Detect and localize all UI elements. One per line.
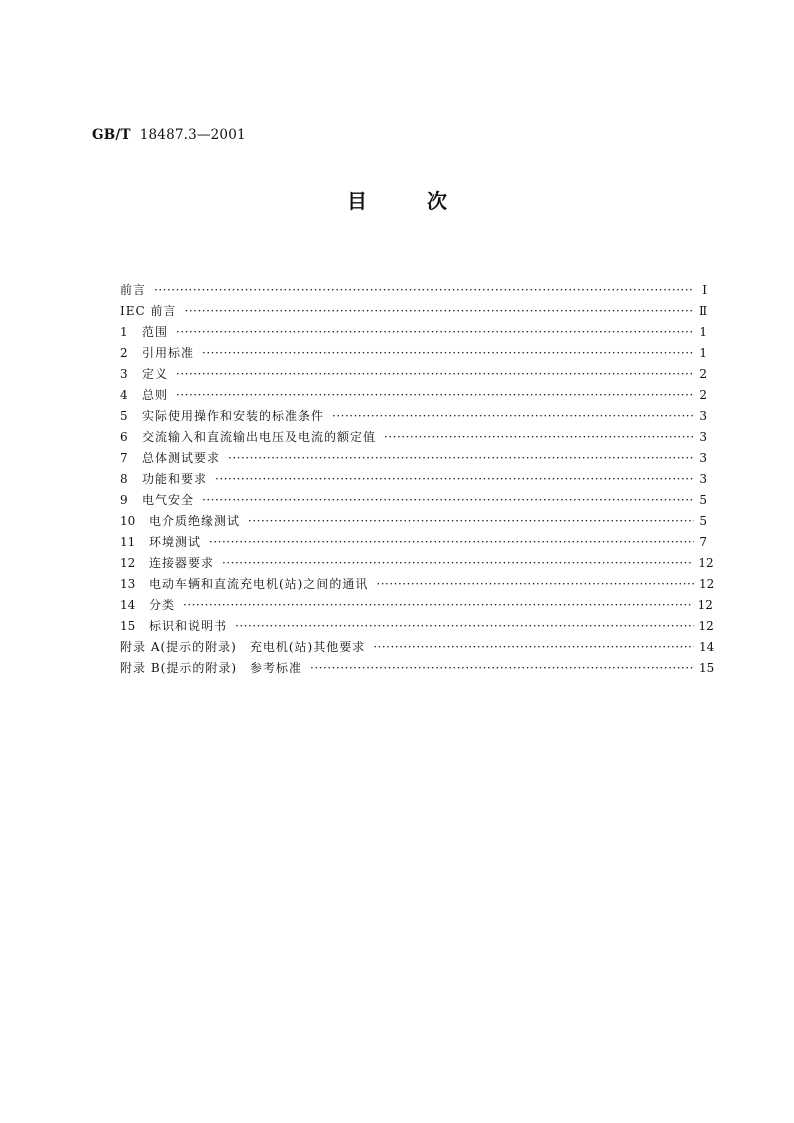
toc-dot-leader: [154, 280, 694, 301]
toc-entry[interactable]: [120, 532, 707, 553]
toc-dot-leader: [332, 406, 694, 427]
toc-entry-page: 3: [699, 451, 707, 465]
toc-dot-leader: [183, 595, 693, 616]
toc-entry-label: 交流输入和直流输出电压及电流的额定值: [142, 430, 377, 444]
toc-entry[interactable]: [120, 595, 713, 616]
toc-dot-leader: [202, 343, 694, 364]
toc-entry-label: 附录 A(提示的附录) 充电机(站)其他要求: [120, 640, 366, 654]
toc-entry[interactable]: [120, 322, 707, 343]
standard-prefix: GB/T: [92, 127, 131, 143]
toc-entry-label: 环境测试: [149, 535, 202, 549]
toc-entry-page: 2: [699, 367, 707, 381]
toc-entry-label: 电介质绝缘测试: [149, 514, 241, 528]
table-of-contents: [120, 280, 715, 679]
toc-entry[interactable]: [120, 616, 714, 637]
toc-entry-page: 5: [699, 514, 707, 528]
toc-dot-leader: [176, 322, 694, 343]
toc-entry-label: 电气安全: [142, 493, 195, 507]
toc-entry-number: 3: [120, 367, 128, 381]
toc-entry-number: 2: [120, 346, 128, 360]
toc-entry-label: 前言: [120, 283, 147, 297]
toc-entry-page: 12: [697, 598, 713, 612]
toc-entry[interactable]: [120, 490, 707, 511]
toc-entry[interactable]: [120, 637, 715, 658]
toc-entry[interactable]: [120, 553, 714, 574]
toc-dot-leader: [228, 448, 694, 469]
toc-entry-label: 引用标准: [142, 346, 195, 360]
toc-dot-leader: [373, 637, 694, 658]
toc-dot-leader: [209, 532, 694, 553]
toc-dot-leader: [185, 301, 695, 322]
toc-entry[interactable]: [120, 448, 707, 469]
toc-dot-leader: [176, 385, 694, 406]
toc-entry-number: 12: [120, 556, 136, 570]
toc-dot-leader: [235, 616, 694, 637]
toc-dot-leader: [384, 427, 694, 448]
toc-entry[interactable]: [120, 406, 707, 427]
toc-entry-label: 附录 B(提示的附录) 参考标准: [120, 661, 302, 675]
toc-dot-leader: [376, 574, 694, 595]
toc-entry[interactable]: [120, 364, 707, 385]
toc-entry-number: 11: [120, 535, 136, 549]
toc-entry-number: 4: [120, 388, 128, 402]
toc-entry-page: 3: [699, 472, 707, 486]
toc-entry-label: 标识和说明书: [149, 619, 228, 633]
toc-entry-number: 15: [120, 619, 136, 633]
toc-entry-label: 总体测试要求: [142, 451, 221, 465]
toc-dot-leader: [310, 658, 694, 679]
toc-entry-page: 1: [699, 346, 707, 360]
toc-entry[interactable]: [120, 343, 707, 364]
toc-entry[interactable]: [120, 280, 707, 301]
toc-entry-label: 定义: [142, 367, 169, 381]
toc-entry-label: 范围: [142, 325, 169, 339]
toc-entry-page: 2: [699, 388, 707, 402]
toc-entry-label: 分类: [149, 598, 176, 612]
toc-entry-page: 3: [699, 430, 707, 444]
toc-entry-page: 3: [699, 409, 707, 423]
standard-code: [92, 127, 246, 143]
toc-dot-leader: [215, 469, 694, 490]
toc-entry-number: 10: [120, 514, 136, 528]
toc-entry-number: 8: [120, 472, 128, 486]
toc-entry-page: 15: [699, 661, 715, 675]
toc-dot-leader: [222, 553, 693, 574]
toc-entry-page: 12: [698, 556, 714, 570]
toc-entry[interactable]: [120, 658, 715, 679]
toc-dot-leader: [202, 490, 694, 511]
toc-entry-number: 7: [120, 451, 128, 465]
toc-entry-page: Ⅰ: [702, 283, 707, 297]
toc-entry-number: 14: [120, 598, 136, 612]
toc-entry-page: 7: [699, 535, 707, 549]
toc-entry-page: 1: [699, 325, 707, 339]
toc-entry-number: 6: [120, 430, 128, 444]
page-title: 目次: [347, 189, 507, 213]
toc-entry-label: IEC 前言: [120, 304, 177, 318]
toc-entry[interactable]: [120, 469, 707, 490]
toc-entry[interactable]: [120, 427, 707, 448]
toc-entry-number: 5: [120, 409, 128, 423]
standard-number: 18487.3—2001: [139, 127, 246, 143]
toc-entry-page: 5: [699, 493, 707, 507]
toc-entry-page: Ⅱ: [699, 304, 708, 318]
toc-entry-label: 实际使用操作和安装的标准条件: [142, 409, 325, 423]
toc-entry-label: 电动车辆和直流充电机(站)之间的通讯: [149, 577, 369, 591]
toc-entry-number: 1: [120, 325, 128, 339]
toc-entry-page: 12: [698, 619, 714, 633]
toc-entry-page: 14: [699, 640, 715, 654]
toc-entry-label: 总则: [142, 388, 169, 402]
toc-entry-label: 连接器要求: [149, 556, 215, 570]
toc-dot-leader: [176, 364, 694, 385]
toc-entry-number: 13: [120, 577, 136, 591]
toc-entry[interactable]: [120, 574, 715, 595]
toc-entry-number: 9: [120, 493, 128, 507]
toc-dot-leader: [248, 511, 694, 532]
toc-entry[interactable]: [120, 511, 707, 532]
toc-entry-page: 12: [699, 577, 715, 591]
toc-entry[interactable]: [120, 385, 707, 406]
toc-entry[interactable]: [120, 301, 707, 322]
toc-entry-label: 功能和要求: [142, 472, 208, 486]
